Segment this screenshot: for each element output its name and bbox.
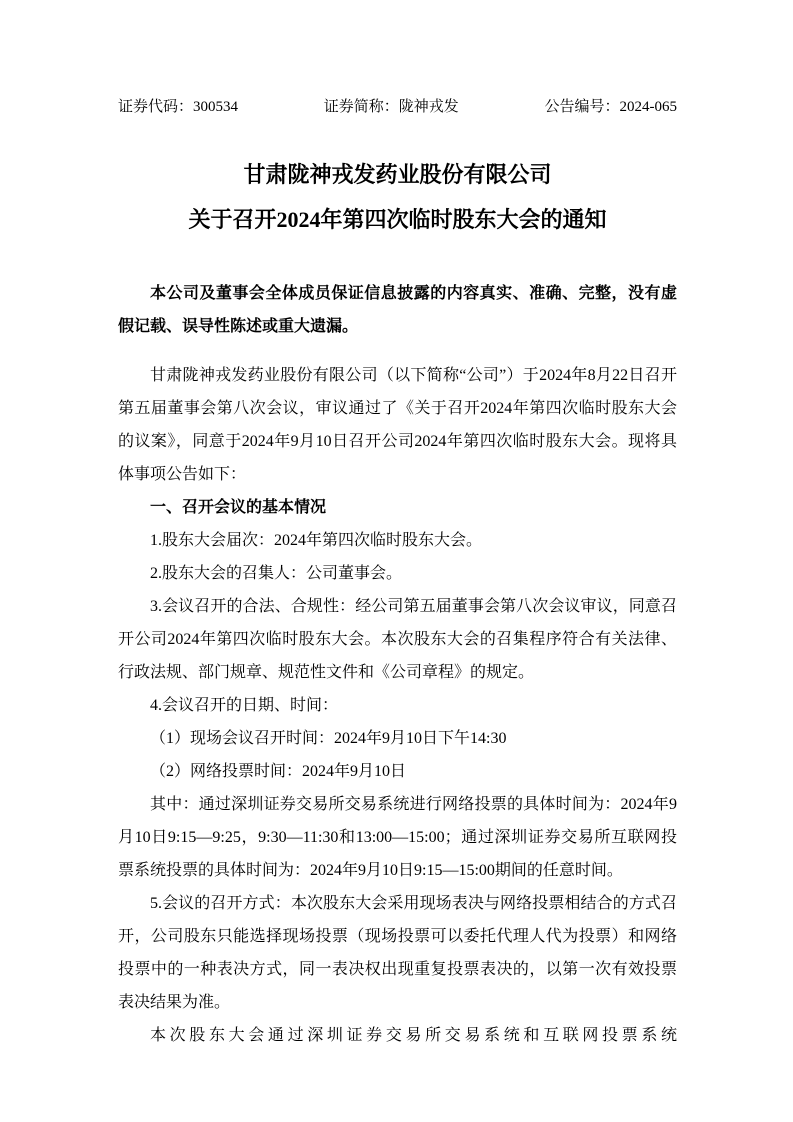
doc-paragraph-meeting-method: 5.会议的召开方式：本次股东大会采用现场表决与网络投票相结合的方式召开，公司股东只能选择现场投票（现场投票可以委托代理人代为投票）和网络投票中的一种表决方式，同一表决权出现重复投票表决的，以第一次有效投票表决结果为准。 [118,895,677,1011]
section-heading-basic-info: 一、召开会议的基本情况 [150,499,327,516]
doc-paragraph-date-time: 4.会议召开的日期、时间： [150,697,339,714]
document-header [118,96,677,118]
doc-paragraph-session: 1.股东大会届次：2024年第四次临时股东大会。 [150,532,483,549]
company-name-title: 甘肃陇神戎发药业股份有限公司 [243,162,552,187]
notice-title: 关于召开2024年第四次临时股东大会的通知 [188,207,607,232]
doc-paragraph-legality: 3.会议召开的合法、合规性：经公司第五届董事会第八次会议审议，同意召开公司2024年第四次临时股东大会。本次股东大会的召集程序符合有关法律、行政法规、部门规章、规范性文件和《公司章程》的规定。 [118,598,677,681]
stock-code: 证券代码：300534 [118,99,239,115]
doc-paragraph-online-vote-time: （2）网络投票时间：2024年9月10日 [150,763,407,780]
intro-paragraph: 甘肃陇神戎发药业股份有限公司（以下简称“公司”）于2024年8月22日召开第五届董事会第八次会议，审议通过了《关于召开2024年第四次临时股东大会的议案》，同意于2024年9月10日召开公司2024年第四次临时股东大会。现将具体事项公告如下： [118,367,677,483]
disclaimer-paragraph: 本公司及董事会全体成员保证信息披露的内容真实、准确、完整，没有虚假记载、误导性陈述或重大遗漏。 [118,285,677,335]
doc-paragraph-vote-time-detail: 其中：通过深圳证券交易所交易系统进行网络投票的具体时间为：2024年9月10日9:15—9:25，9:30—11:30和13:00—15:00；通过深圳证券交易所互联网投票系统投票的具体时间为：2024年9月10日9:15—15:00期间的任意时间。 [118,796,677,879]
announcement-number: 公告编号：2024-065 [544,99,677,115]
doc-paragraph-onsite-time: （1）现场会议召开时间：2024年9月10日下午14:30 [150,730,507,747]
stock-short-name: 证券简称：陇神戎发 [323,99,459,115]
doc-paragraph-continued-line: 本次股东大会通过深圳证券交易所交易系统和互联网投票系统 [150,1027,677,1044]
doc-paragraph-convener: 2.股东大会的召集人：公司董事会。 [150,565,403,582]
